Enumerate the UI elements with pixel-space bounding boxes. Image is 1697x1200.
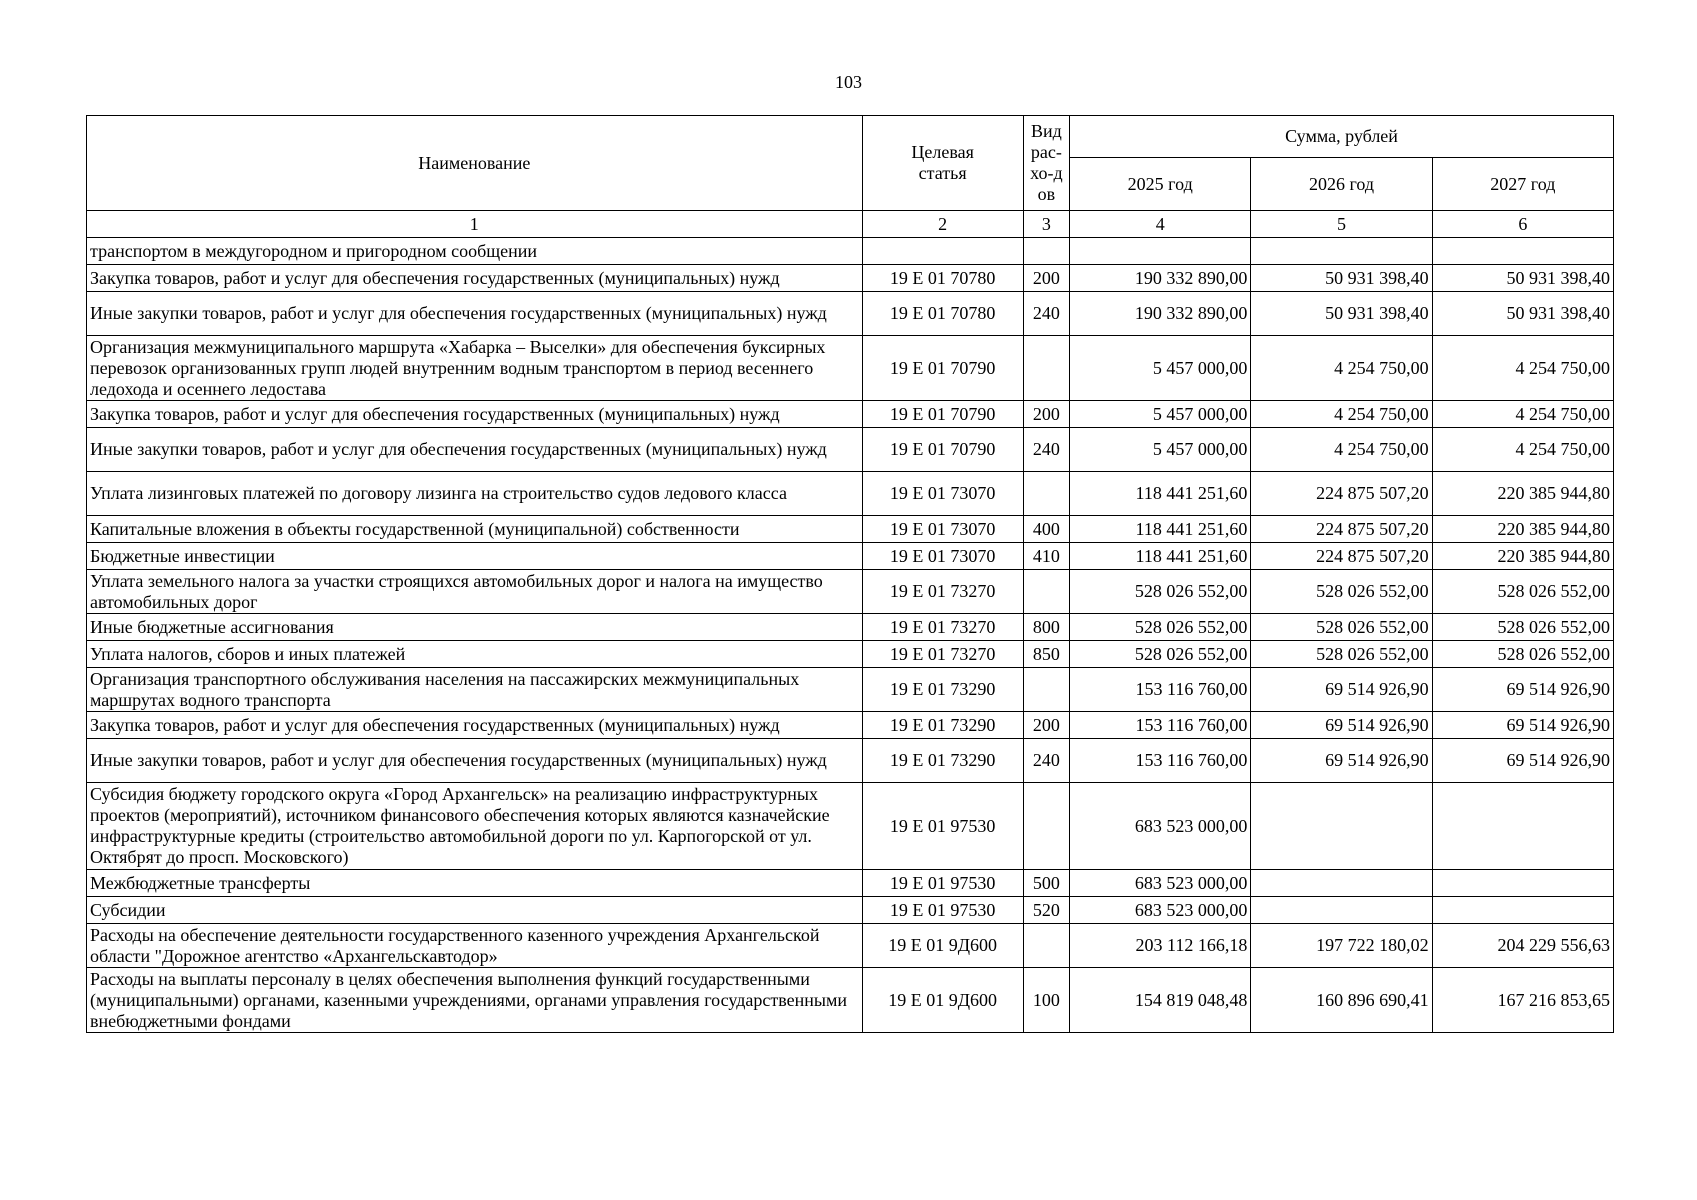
row-amount-2026: 50 931 398,40 <box>1251 265 1432 292</box>
row-amount-2025: 118 441 251,60 <box>1070 516 1251 543</box>
row-amount-2025: 118 441 251,60 <box>1070 472 1251 516</box>
table-row <box>87 739 1614 783</box>
row-amount-2027 <box>1432 238 1613 265</box>
row-amount-2027: 220 385 944,80 <box>1432 516 1613 543</box>
row-expense-type: 240 <box>1023 739 1069 783</box>
row-expense-type <box>1023 668 1069 712</box>
row-name: Закупка товаров, работ и услуг для обеспечения государственных (муниципальных) нужд <box>87 401 863 428</box>
row-amount-2026 <box>1251 238 1432 265</box>
row-amount-2026: 224 875 507,20 <box>1251 516 1432 543</box>
row-amount-2025: 203 112 166,18 <box>1070 924 1251 968</box>
header-expense-type <box>1023 116 1069 211</box>
row-expense-type: 410 <box>1023 543 1069 570</box>
header-sum: Сумма, рублей <box>1070 116 1614 158</box>
row-expense-type: 800 <box>1023 614 1069 641</box>
row-expense-type <box>1023 238 1069 265</box>
row-target-article: 19 Е 01 97530 <box>862 783 1023 870</box>
row-amount-2027: 4 254 750,00 <box>1432 336 1613 401</box>
column-number: 5 <box>1251 211 1432 238</box>
row-amount-2025: 683 523 000,00 <box>1070 897 1251 924</box>
row-target-article: 19 Е 01 73070 <box>862 516 1023 543</box>
row-amount-2027: 50 931 398,40 <box>1432 265 1613 292</box>
row-expense-type: 500 <box>1023 870 1069 897</box>
row-amount-2026: 4 254 750,00 <box>1251 428 1432 472</box>
row-target-article: 19 Е 01 73270 <box>862 570 1023 614</box>
row-expense-type <box>1023 472 1069 516</box>
header-year-2027: 2027 год <box>1432 158 1613 211</box>
row-amount-2026: 224 875 507,20 <box>1251 543 1432 570</box>
budget-table <box>86 115 1614 1033</box>
row-amount-2026: 69 514 926,90 <box>1251 712 1432 739</box>
row-amount-2025: 153 116 760,00 <box>1070 712 1251 739</box>
column-number: 2 <box>862 211 1023 238</box>
header-name: Наименование <box>87 116 863 211</box>
column-number: 3 <box>1023 211 1069 238</box>
row-name: Уплата земельного налога за участки строящихся автомобильных дорог и налога на имущество автомобильных дорог <box>87 570 863 614</box>
row-amount-2027: 220 385 944,80 <box>1432 543 1613 570</box>
row-amount-2026: 528 026 552,00 <box>1251 641 1432 668</box>
table-row <box>87 668 1614 712</box>
row-amount-2027 <box>1432 897 1613 924</box>
row-name: Иные бюджетные ассигнования <box>87 614 863 641</box>
table-row <box>87 870 1614 897</box>
row-target-article: 19 Е 01 73070 <box>862 543 1023 570</box>
row-amount-2025: 683 523 000,00 <box>1070 783 1251 870</box>
row-name: Иные закупки товаров, работ и услуг для обеспечения государственных (муниципальных) нужд <box>87 739 863 783</box>
row-name: Закупка товаров, работ и услуг для обеспечения государственных (муниципальных) нужд <box>87 712 863 739</box>
row-amount-2026: 224 875 507,20 <box>1251 472 1432 516</box>
header-target-article-text: Целевая статья <box>911 142 974 183</box>
column-number: 1 <box>87 211 863 238</box>
row-target-article: 19 Е 01 9Д600 <box>862 968 1023 1033</box>
row-amount-2025: 154 819 048,48 <box>1070 968 1251 1033</box>
row-amount-2025: 528 026 552,00 <box>1070 641 1251 668</box>
row-name: Иные закупки товаров, работ и услуг для обеспечения государственных (муниципальных) нужд <box>87 428 863 472</box>
column-number-row <box>87 211 1614 238</box>
row-amount-2026: 50 931 398,40 <box>1251 292 1432 336</box>
row-name: Межбюджетные трансферты <box>87 870 863 897</box>
row-name: Уплата налогов, сборов и иных платежей <box>87 641 863 668</box>
row-expense-type <box>1023 783 1069 870</box>
row-name: Организация межмуниципального маршрута «Хабарка – Выселки» для обеспечения буксирных перевозок организованных групп людей внутренним водным транспортом в период весеннего ледохода и осеннего ледостава <box>87 336 863 401</box>
row-amount-2026: 4 254 750,00 <box>1251 336 1432 401</box>
row-name: Субсидия бюджету городского округа «Город Архангельск» на реализацию инфраструктурных проектов (мероприятий), источником финансового обеспечения которых являются казначейские инфраструктурные кредиты (строительство автомобильной дороги по ул. Карпогорской от ул. Октябрят до просп. Московского) <box>87 783 863 870</box>
row-expense-type: 400 <box>1023 516 1069 543</box>
row-target-article: 19 Е 01 73290 <box>862 668 1023 712</box>
table-row <box>87 924 1614 968</box>
table-row <box>87 897 1614 924</box>
row-expense-type: 200 <box>1023 265 1069 292</box>
column-number: 4 <box>1070 211 1251 238</box>
header-expense-type-text: Вид рас-хо-дов <box>1030 121 1063 204</box>
row-amount-2025 <box>1070 238 1251 265</box>
header-year-2025: 2025 год <box>1070 158 1251 211</box>
row-name: Капитальные вложения в объекты государственной (муниципальной) собственности <box>87 516 863 543</box>
row-target-article <box>862 238 1023 265</box>
table-row <box>87 265 1614 292</box>
row-amount-2027: 204 229 556,63 <box>1432 924 1613 968</box>
row-target-article: 19 Е 01 73270 <box>862 641 1023 668</box>
row-amount-2026: 69 514 926,90 <box>1251 739 1432 783</box>
row-amount-2027: 220 385 944,80 <box>1432 472 1613 516</box>
row-expense-type: 240 <box>1023 428 1069 472</box>
row-amount-2027: 69 514 926,90 <box>1432 712 1613 739</box>
row-expense-type: 520 <box>1023 897 1069 924</box>
table-row <box>87 428 1614 472</box>
row-target-article: 19 Е 01 73290 <box>862 739 1023 783</box>
table-row <box>87 472 1614 516</box>
row-amount-2027: 50 931 398,40 <box>1432 292 1613 336</box>
row-name: Бюджетные инвестиции <box>87 543 863 570</box>
row-name: Организация транспортного обслуживания населения на пассажирских межмуниципальных маршрутах водного транспорта <box>87 668 863 712</box>
row-amount-2026: 197 722 180,02 <box>1251 924 1432 968</box>
row-amount-2025: 190 332 890,00 <box>1070 292 1251 336</box>
row-amount-2025: 5 457 000,00 <box>1070 401 1251 428</box>
row-amount-2027: 69 514 926,90 <box>1432 668 1613 712</box>
table-row <box>87 570 1614 614</box>
table-row <box>87 516 1614 543</box>
row-amount-2025: 683 523 000,00 <box>1070 870 1251 897</box>
row-expense-type: 200 <box>1023 712 1069 739</box>
row-amount-2027: 4 254 750,00 <box>1432 428 1613 472</box>
row-amount-2025: 528 026 552,00 <box>1070 614 1251 641</box>
row-amount-2026: 528 026 552,00 <box>1251 570 1432 614</box>
row-amount-2025: 153 116 760,00 <box>1070 668 1251 712</box>
row-amount-2025: 153 116 760,00 <box>1070 739 1251 783</box>
row-target-article: 19 Е 01 97530 <box>862 897 1023 924</box>
row-amount-2025: 5 457 000,00 <box>1070 336 1251 401</box>
row-expense-type: 240 <box>1023 292 1069 336</box>
column-number: 6 <box>1432 211 1613 238</box>
row-amount-2027 <box>1432 870 1613 897</box>
row-amount-2026 <box>1251 783 1432 870</box>
row-amount-2025: 190 332 890,00 <box>1070 265 1251 292</box>
page-number: 103 <box>835 72 862 92</box>
table-row <box>87 336 1614 401</box>
row-amount-2027: 528 026 552,00 <box>1432 641 1613 668</box>
table-row <box>87 968 1614 1033</box>
row-target-article: 19 Е 01 70780 <box>862 292 1023 336</box>
row-expense-type: 100 <box>1023 968 1069 1033</box>
row-expense-type <box>1023 570 1069 614</box>
row-amount-2026: 69 514 926,90 <box>1251 668 1432 712</box>
row-target-article: 19 Е 01 73070 <box>862 472 1023 516</box>
row-target-article: 19 Е 01 73290 <box>862 712 1023 739</box>
row-expense-type: 850 <box>1023 641 1069 668</box>
table-row <box>87 783 1614 870</box>
row-amount-2026: 4 254 750,00 <box>1251 401 1432 428</box>
row-amount-2027: 528 026 552,00 <box>1432 614 1613 641</box>
table-row <box>87 292 1614 336</box>
row-target-article: 19 Е 01 70780 <box>862 265 1023 292</box>
table-row <box>87 543 1614 570</box>
row-amount-2027: 69 514 926,90 <box>1432 739 1613 783</box>
row-amount-2027: 4 254 750,00 <box>1432 401 1613 428</box>
row-amount-2026 <box>1251 897 1432 924</box>
row-amount-2026: 160 896 690,41 <box>1251 968 1432 1033</box>
row-target-article: 19 Е 01 73270 <box>862 614 1023 641</box>
header-target-article <box>862 116 1023 211</box>
row-name: Иные закупки товаров, работ и услуг для обеспечения государственных (муниципальных) нужд <box>87 292 863 336</box>
row-name: транспортом в междугородном и пригородном сообщении <box>87 238 863 265</box>
table-row <box>87 238 1614 265</box>
row-amount-2027: 167 216 853,65 <box>1432 968 1613 1033</box>
header-year-2026: 2026 год <box>1251 158 1432 211</box>
row-amount-2027 <box>1432 783 1613 870</box>
row-name: Расходы на выплаты персоналу в целях обеспечения выполнения функций государственными (муниципальными) органами, казенными учреждениями, органами управления государственными внебюджетными фондами <box>87 968 863 1033</box>
row-amount-2025: 528 026 552,00 <box>1070 570 1251 614</box>
row-target-article: 19 Е 01 70790 <box>862 336 1023 401</box>
table-row <box>87 641 1614 668</box>
table-row <box>87 401 1614 428</box>
row-expense-type: 200 <box>1023 401 1069 428</box>
row-expense-type <box>1023 336 1069 401</box>
row-amount-2026: 528 026 552,00 <box>1251 614 1432 641</box>
row-name: Уплата лизинговых платежей по договору лизинга на строительство судов ледового класса <box>87 472 863 516</box>
row-expense-type <box>1023 924 1069 968</box>
row-amount-2025: 5 457 000,00 <box>1070 428 1251 472</box>
row-target-article: 19 Е 01 70790 <box>862 401 1023 428</box>
row-name: Субсидии <box>87 897 863 924</box>
table-row <box>87 712 1614 739</box>
row-amount-2027: 528 026 552,00 <box>1432 570 1613 614</box>
row-name: Закупка товаров, работ и услуг для обеспечения государственных (муниципальных) нужд <box>87 265 863 292</box>
row-amount-2025: 118 441 251,60 <box>1070 543 1251 570</box>
table-row <box>87 614 1614 641</box>
row-target-article: 19 Е 01 70790 <box>862 428 1023 472</box>
row-target-article: 19 Е 01 97530 <box>862 870 1023 897</box>
row-target-article: 19 Е 01 9Д600 <box>862 924 1023 968</box>
row-name: Расходы на обеспечение деятельности государственного казенного учреждения Архангельской области "Дорожное агентство «Архангельскавтодор» <box>87 924 863 968</box>
row-amount-2026 <box>1251 870 1432 897</box>
